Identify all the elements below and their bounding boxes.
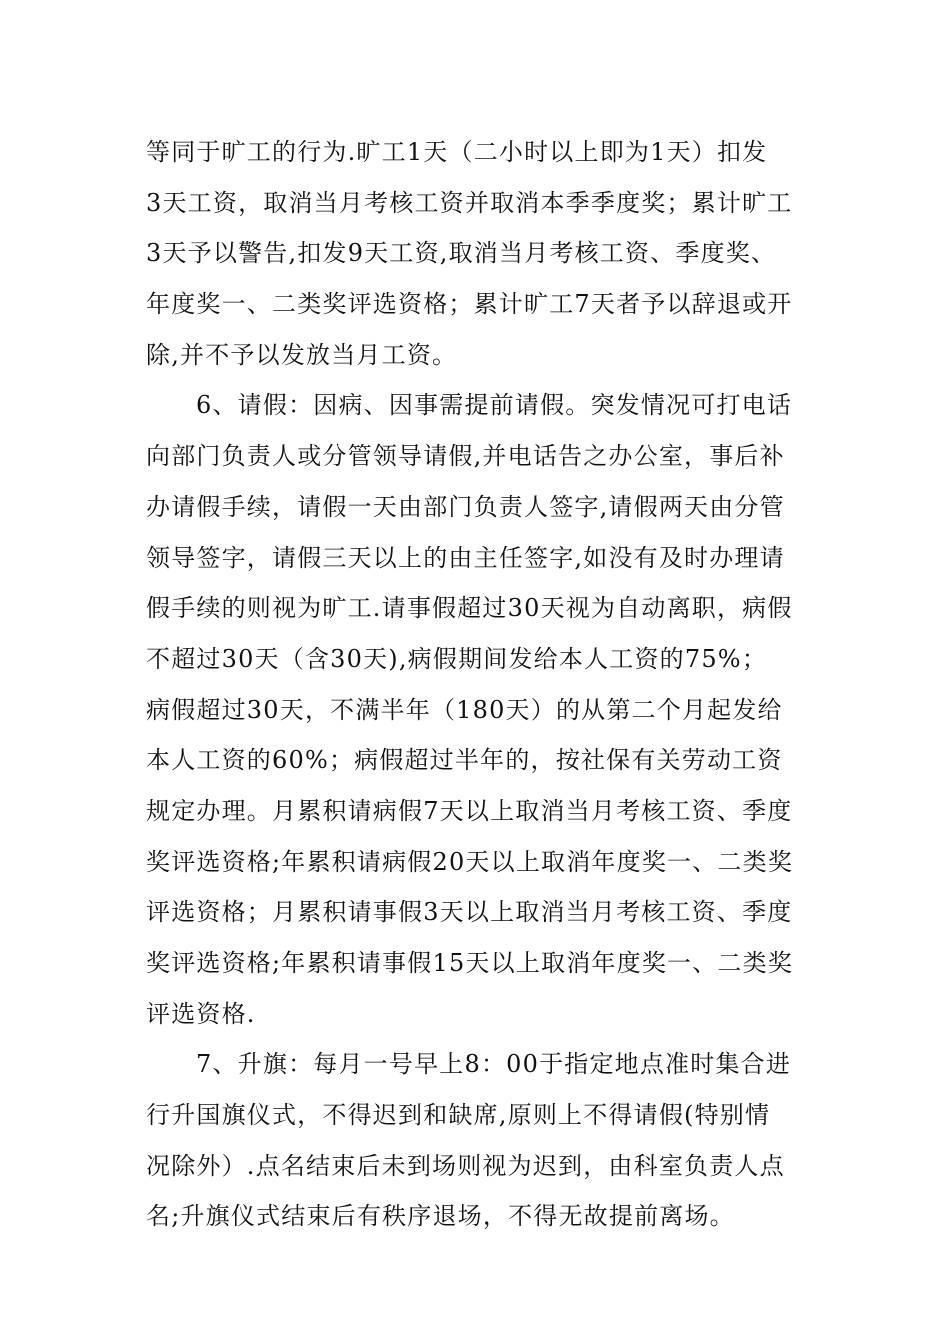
text-line: 办请假手续，请假一天由部门负责人签字,请假两天由分管 bbox=[146, 492, 785, 521]
text-line: 评选资格. bbox=[146, 999, 256, 1028]
text-line: 领导签字，请假三天以上的由主任签字,如没有及时办理请 bbox=[146, 543, 785, 572]
text-line: 假手续的则视为旷工.请事假超过30天视为自动离职，病假 bbox=[146, 594, 793, 623]
text-line: 向部门负责人或分管领导请假,并电话告之办公室，事后补 bbox=[146, 442, 785, 471]
text-line: 除,并不予以发放当月工资。 bbox=[146, 340, 458, 369]
document-page bbox=[146, 127, 816, 1242]
text-line: 3天予以警告,扣发9天工资,取消当月考核工资、季度奖、 bbox=[146, 239, 777, 268]
text-line: 名;升旗仪式结束后有秩序退场，不得无故提前离场。 bbox=[146, 1202, 735, 1231]
paragraph-flag-rule bbox=[146, 1039, 816, 1242]
text-line: 规定办理。月累积请病假7天以上取消当月考核工资、季度 bbox=[146, 796, 793, 825]
text-line: 7、升旗：每月一号早上8：00于指定地点准时集合进 bbox=[196, 1050, 792, 1079]
text-line: 病假超过30天，不满半年（180天）的从第二个月起发给 bbox=[146, 695, 783, 724]
text-line: 3天工资，取消当月考核工资并取消本季季度奖；累计旷工 bbox=[146, 188, 793, 217]
text-line: 6、请假：因病、因事需提前请假。突发情况可打电话 bbox=[196, 391, 793, 420]
text-line: 奖评选资格;年累积请病假20天以上取消年度奖一、二类奖 bbox=[146, 847, 794, 876]
text-line: 评选资格；月累积请事假3天以上取消当月考核工资、季度 bbox=[146, 898, 793, 927]
text-line: 等同于旷工的行为.旷工1天（二小时以上即为1天）扣发 bbox=[146, 138, 768, 166]
text-line: 况除外）.点名结束后未到场则视为迟到，由科室负责人点 bbox=[146, 1151, 785, 1180]
text-line: 不超过30天（含30天),病假期间发给本人工资的75%； bbox=[146, 644, 768, 673]
text-line: 奖评选资格;年累积请事假15天以上取消年度奖一、二类奖 bbox=[146, 949, 794, 977]
paragraph-leave-rule bbox=[146, 380, 816, 1039]
paragraph-absence-rule bbox=[146, 127, 816, 380]
text-line: 年度奖一、二类奖评选资格；累计旷工7天者予以辞退或开 bbox=[146, 290, 793, 319]
text-line: 本人工资的60%；病假超过半年的，按社保有关劳动工资 bbox=[146, 746, 783, 775]
text-line: 行升国旗仪式，不得迟到和缺席,原则上不得请假(特别情 bbox=[146, 1101, 771, 1130]
